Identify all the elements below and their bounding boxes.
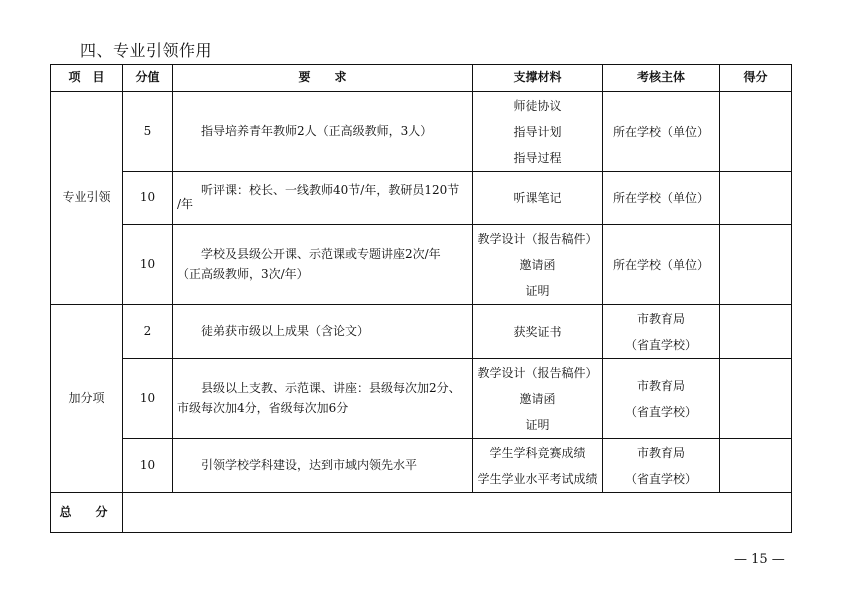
- row-score: 5: [123, 92, 173, 172]
- req-line: 听评课：校长、一线教师40节/年，教研员120节: [201, 183, 460, 198]
- assessment-table: [50, 64, 792, 533]
- row-assessor: [603, 225, 720, 305]
- row-requirement: [173, 225, 473, 305]
- row-score: 10: [123, 439, 173, 493]
- row-score: 10: [123, 359, 173, 439]
- page-number: — 15 —: [734, 552, 785, 567]
- row-materials: [473, 172, 603, 225]
- req-line: /年: [177, 197, 194, 211]
- header-row: [51, 65, 792, 92]
- row-score: 10: [123, 172, 173, 225]
- assessor-line: 所在学校（单位）: [612, 124, 709, 139]
- table-row: [51, 225, 792, 305]
- row-materials: [473, 359, 603, 439]
- assessor-line: 市教育局: [636, 445, 685, 460]
- material-line: 指导计划: [513, 124, 562, 139]
- req-line: 市级每次加4分，省级每次加6分: [177, 400, 349, 415]
- row-points[interactable]: [720, 92, 792, 172]
- material-line: 师徒协议: [513, 98, 562, 113]
- total-row: [51, 493, 792, 533]
- section-heading: 四、专业引领作用: [80, 41, 213, 60]
- row-assessor: [603, 359, 720, 439]
- row-points[interactable]: [720, 359, 792, 439]
- row-materials: [473, 92, 603, 172]
- row-materials: [473, 225, 603, 305]
- req-line: 指导培养青年教师2人（正高级教师，3人）: [201, 123, 433, 138]
- material-line: 邀请函: [519, 257, 556, 272]
- assessor-line: 市教育局: [636, 378, 685, 393]
- row-points[interactable]: [720, 305, 792, 359]
- material-line: 学生学科竞赛成绩: [489, 445, 586, 460]
- row-assessor: [603, 92, 720, 172]
- row-requirement: [173, 305, 473, 359]
- header-materials: 支撑材料: [473, 65, 603, 92]
- table-row: [51, 172, 792, 225]
- total-label: 总 分: [51, 493, 123, 533]
- row-materials: [473, 305, 603, 359]
- assessor-line: （省直学校）: [624, 471, 697, 486]
- row-materials: [473, 439, 603, 493]
- material-line: 指导过程: [513, 150, 562, 165]
- header-score: 分值: [123, 65, 173, 92]
- row-requirement: [173, 92, 473, 172]
- total-value[interactable]: [123, 493, 792, 533]
- material-line: 听课笔记: [513, 191, 562, 205]
- table-row: [51, 439, 792, 493]
- req-line: （正高级教师，3次/年）: [177, 266, 309, 281]
- row-points[interactable]: [720, 439, 792, 493]
- row-score: 2: [123, 305, 173, 359]
- row-requirement: [173, 172, 473, 225]
- row-requirement: [173, 439, 473, 493]
- row-points[interactable]: [720, 172, 792, 225]
- row-score: 10: [123, 225, 173, 305]
- assessor-line: 所在学校（单位）: [612, 191, 709, 205]
- assessor-line: 所在学校（单位）: [612, 257, 709, 272]
- req-line: 引领学校学科建设，达到市域内领先水平: [201, 457, 418, 472]
- req-line: 学校及县级公开课、示范课或专题讲座2次/年: [201, 246, 441, 261]
- assessor-line: （省直学校）: [624, 337, 697, 352]
- header-requirement: 要 求: [173, 65, 473, 92]
- group-bonus: 加分项: [51, 305, 123, 493]
- header-assessor: 考核主体: [603, 65, 720, 92]
- material-line: 证明: [525, 283, 550, 298]
- material-line: 教学设计（报告稿件）: [477, 231, 598, 246]
- row-assessor: [603, 305, 720, 359]
- header-points: 得分: [720, 65, 792, 92]
- assessor-line: 市教育局: [636, 311, 685, 326]
- row-assessor: [603, 439, 720, 493]
- row-assessor: [603, 172, 720, 225]
- table-row: [51, 359, 792, 439]
- material-line: 学生学业水平考试成绩: [477, 471, 598, 486]
- table-row: [51, 92, 792, 172]
- material-line: 获奖证书: [513, 324, 562, 339]
- assessor-line: （省直学校）: [624, 404, 697, 419]
- material-line: 教学设计（报告稿件）: [477, 365, 598, 380]
- row-requirement: [173, 359, 473, 439]
- material-line: 证明: [525, 417, 550, 432]
- row-points[interactable]: [720, 225, 792, 305]
- req-line: 徒弟获市级以上成果（含论文）: [201, 323, 370, 338]
- group-professional: 专业引领: [51, 92, 123, 305]
- req-line: 县级以上支教、示范课、讲座：县级每次加2分、: [201, 380, 461, 395]
- header-item: 项 目: [51, 65, 123, 92]
- table-row: [51, 305, 792, 359]
- material-line: 邀请函: [519, 391, 556, 406]
